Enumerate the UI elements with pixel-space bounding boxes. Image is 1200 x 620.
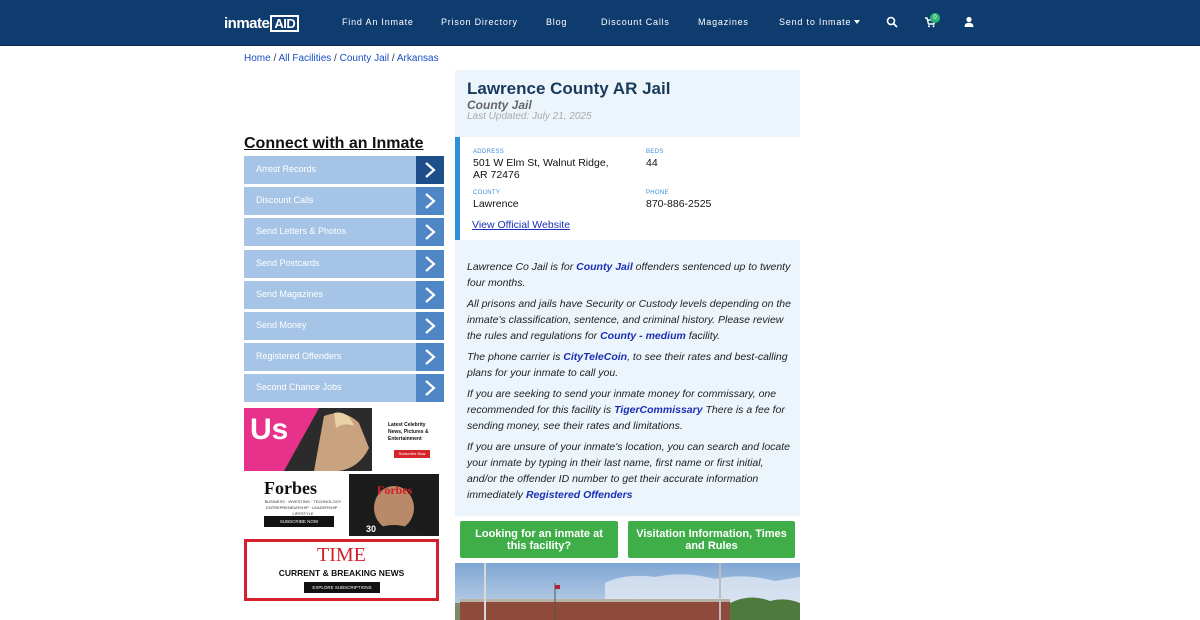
us-cta: Subscribe Now: [398, 451, 426, 456]
nav-magazines[interactable]: Magazines: [698, 17, 749, 27]
desc-text: facility.: [685, 330, 721, 342]
forbes-ad[interactable]: [244, 474, 439, 536]
sidebar-menu: [244, 156, 444, 406]
time-headline: CURRENT & BREAKING NEWS: [278, 568, 405, 578]
description-paragraph-1: [467, 259, 791, 291]
time-ad[interactable]: [244, 539, 439, 601]
desc-text: , to see their rates and best-calling plans for your inmate to call you.: [467, 351, 788, 379]
site-logo[interactable]: [224, 14, 299, 32]
find-inmate-button[interactable]: Looking for an inmate at this facility?: [460, 521, 618, 558]
phone-value: 870-886-2525: [646, 198, 712, 210]
forbes-cover-number: 30: [366, 524, 377, 534]
time-cta: EXPLORE SUBSCRIPTIONS: [304, 582, 380, 593]
chevron-right-icon: [416, 156, 444, 184]
desc-text: All prisons and jails have Security or Custody levels depending on the inmate's classification, sentence, and criminal history. Please review the rules and regulations for: [467, 298, 791, 342]
chevron-right-icon: [416, 343, 444, 371]
county-label: COUNTY: [473, 190, 501, 196]
sidebar-item-label: Arrest Records: [256, 164, 317, 174]
sidebar-item-send-magazines[interactable]: [244, 281, 444, 309]
visitation-info-button[interactable]: Visitation Information, Times and Rules: [628, 521, 795, 558]
beds-value: 44: [646, 157, 658, 169]
logo-suffix: AID: [270, 15, 299, 32]
us-logo: Us: [250, 413, 289, 446]
user-icon[interactable]: [961, 14, 977, 30]
page-title: Lawrence County AR Jail: [467, 79, 671, 98]
sidebar-item-second-chance-jobs[interactable]: [244, 374, 444, 402]
sidebar-item-label: Send Letters & Photos: [256, 226, 347, 237]
chevron-right-icon: [416, 281, 444, 309]
search-icon[interactable]: [884, 14, 900, 30]
breadcrumb-county-jail[interactable]: County Jail: [339, 53, 390, 64]
sidebar-item-send-letters[interactable]: [244, 218, 444, 246]
desc-text: If you are unsure of your inmate's location, you can search and locate your inmate by typing in their last name, first name or first initial, and/or the offender ID number to get their accurate information immediately: [467, 441, 791, 501]
address-label: ADDRESS: [473, 149, 505, 155]
commissary-link[interactable]: TigerCommissary: [614, 404, 703, 416]
county-value: Lawrence: [473, 198, 519, 210]
sidebar-item-registered-offenders[interactable]: [244, 343, 444, 371]
description-paragraph-2: [467, 296, 791, 344]
chevron-right-icon: [416, 312, 444, 340]
nav-blog[interactable]: Blog: [546, 17, 568, 27]
desc-text: Lawrence Co Jail is for: [467, 261, 577, 273]
nav-send-to-inmate-label: Send to Inmate: [779, 17, 852, 27]
nav-send-to-inmate[interactable]: [779, 17, 860, 27]
facility-photo: [455, 563, 800, 620]
forbes-cta: SUBSCRIBE NOW: [279, 519, 319, 524]
phone-label: PHONE: [646, 190, 669, 196]
last-updated: Last Updated: July 21, 2025: [467, 111, 592, 122]
forbes-tagline: BUSINESS · INVESTING · TECHNOLOGY ENTREPRENEURSHIP · LEADERSHIP · LIFESTYLE: [264, 499, 342, 516]
forbes-logo: Forbes: [264, 478, 317, 498]
sidebar-item-label: Send Postcards: [256, 257, 320, 268]
nav-find-inmate[interactable]: Find An Inmate: [342, 17, 414, 27]
sidebar-item-send-postcards[interactable]: [244, 250, 444, 278]
chevron-right-icon: [416, 374, 444, 402]
chevron-down-icon: [854, 20, 860, 24]
sidebar-item-label: Discount Calls: [256, 195, 314, 206]
address-line-1: 501 W Elm St, Walnut Ridge,: [473, 157, 609, 169]
breadcrumb: Home / All Facilities / County Jail / Arkansas: [244, 53, 439, 64]
desc-text: The phone carrier is: [467, 351, 564, 363]
nav-discount-calls[interactable]: Discount Calls: [601, 17, 670, 27]
desc-text: There is a fee for sending money, see their rates and limitations.: [467, 404, 785, 432]
sidebar-item-discount-calls[interactable]: [244, 187, 444, 215]
sidebar-item-arrest-records[interactable]: [244, 156, 444, 184]
desc-text: offenders sentenced up to twenty four months.: [467, 261, 791, 289]
chevron-right-icon: [416, 250, 444, 278]
phone-carrier-link[interactable]: CityTeleCoin: [563, 351, 628, 363]
nav-prison-directory[interactable]: Prison Directory: [441, 17, 518, 27]
us-weekly-ad[interactable]: [244, 408, 439, 471]
forbes-cover-logo: Forbes: [377, 483, 413, 497]
sidebar-item-label: Send Magazines: [256, 288, 324, 299]
logo-prefix: inmate: [224, 14, 270, 32]
breadcrumb-home[interactable]: Home: [244, 53, 271, 64]
beds-label: BEDS: [646, 149, 664, 155]
chevron-right-icon: [416, 218, 444, 246]
us-headline: Latest Celebrity News, Pictures & Entertainment: [388, 422, 429, 442]
facility-type: County Jail: [467, 98, 532, 112]
security-level-link[interactable]: County - medium: [600, 330, 686, 342]
top-navbar: [0, 0, 1200, 46]
county-jail-link[interactable]: County Jail: [576, 261, 633, 273]
address-line-2: AR 72476: [473, 169, 520, 181]
description-paragraph-4: [467, 386, 791, 434]
breadcrumb-all-facilities[interactable]: All Facilities: [278, 53, 332, 64]
breadcrumb-arkansas[interactable]: Arkansas: [396, 53, 439, 64]
chevron-right-icon: [416, 187, 444, 215]
sidebar-item-label: Second Chance Jobs: [256, 382, 342, 393]
sidebar-item-label: Registered Offenders: [256, 351, 342, 362]
description-paragraph-5: [467, 439, 791, 503]
cart-count-badge: 0: [930, 13, 940, 23]
sidebar-item-label: Send Money: [256, 319, 307, 330]
registered-offenders-link[interactable]: Registered Offenders: [525, 489, 633, 501]
sidebar-item-send-money[interactable]: [244, 312, 444, 340]
description-paragraph-3: [467, 349, 791, 381]
time-logo: TIME: [317, 544, 366, 566]
desc-text: If you are seeking to send your inmate money for commissary, one recommended for this facility is: [467, 388, 777, 416]
official-website-link[interactable]: View Official Website: [472, 219, 571, 231]
sidebar-title: Connect with an Inmate: [244, 135, 424, 152]
